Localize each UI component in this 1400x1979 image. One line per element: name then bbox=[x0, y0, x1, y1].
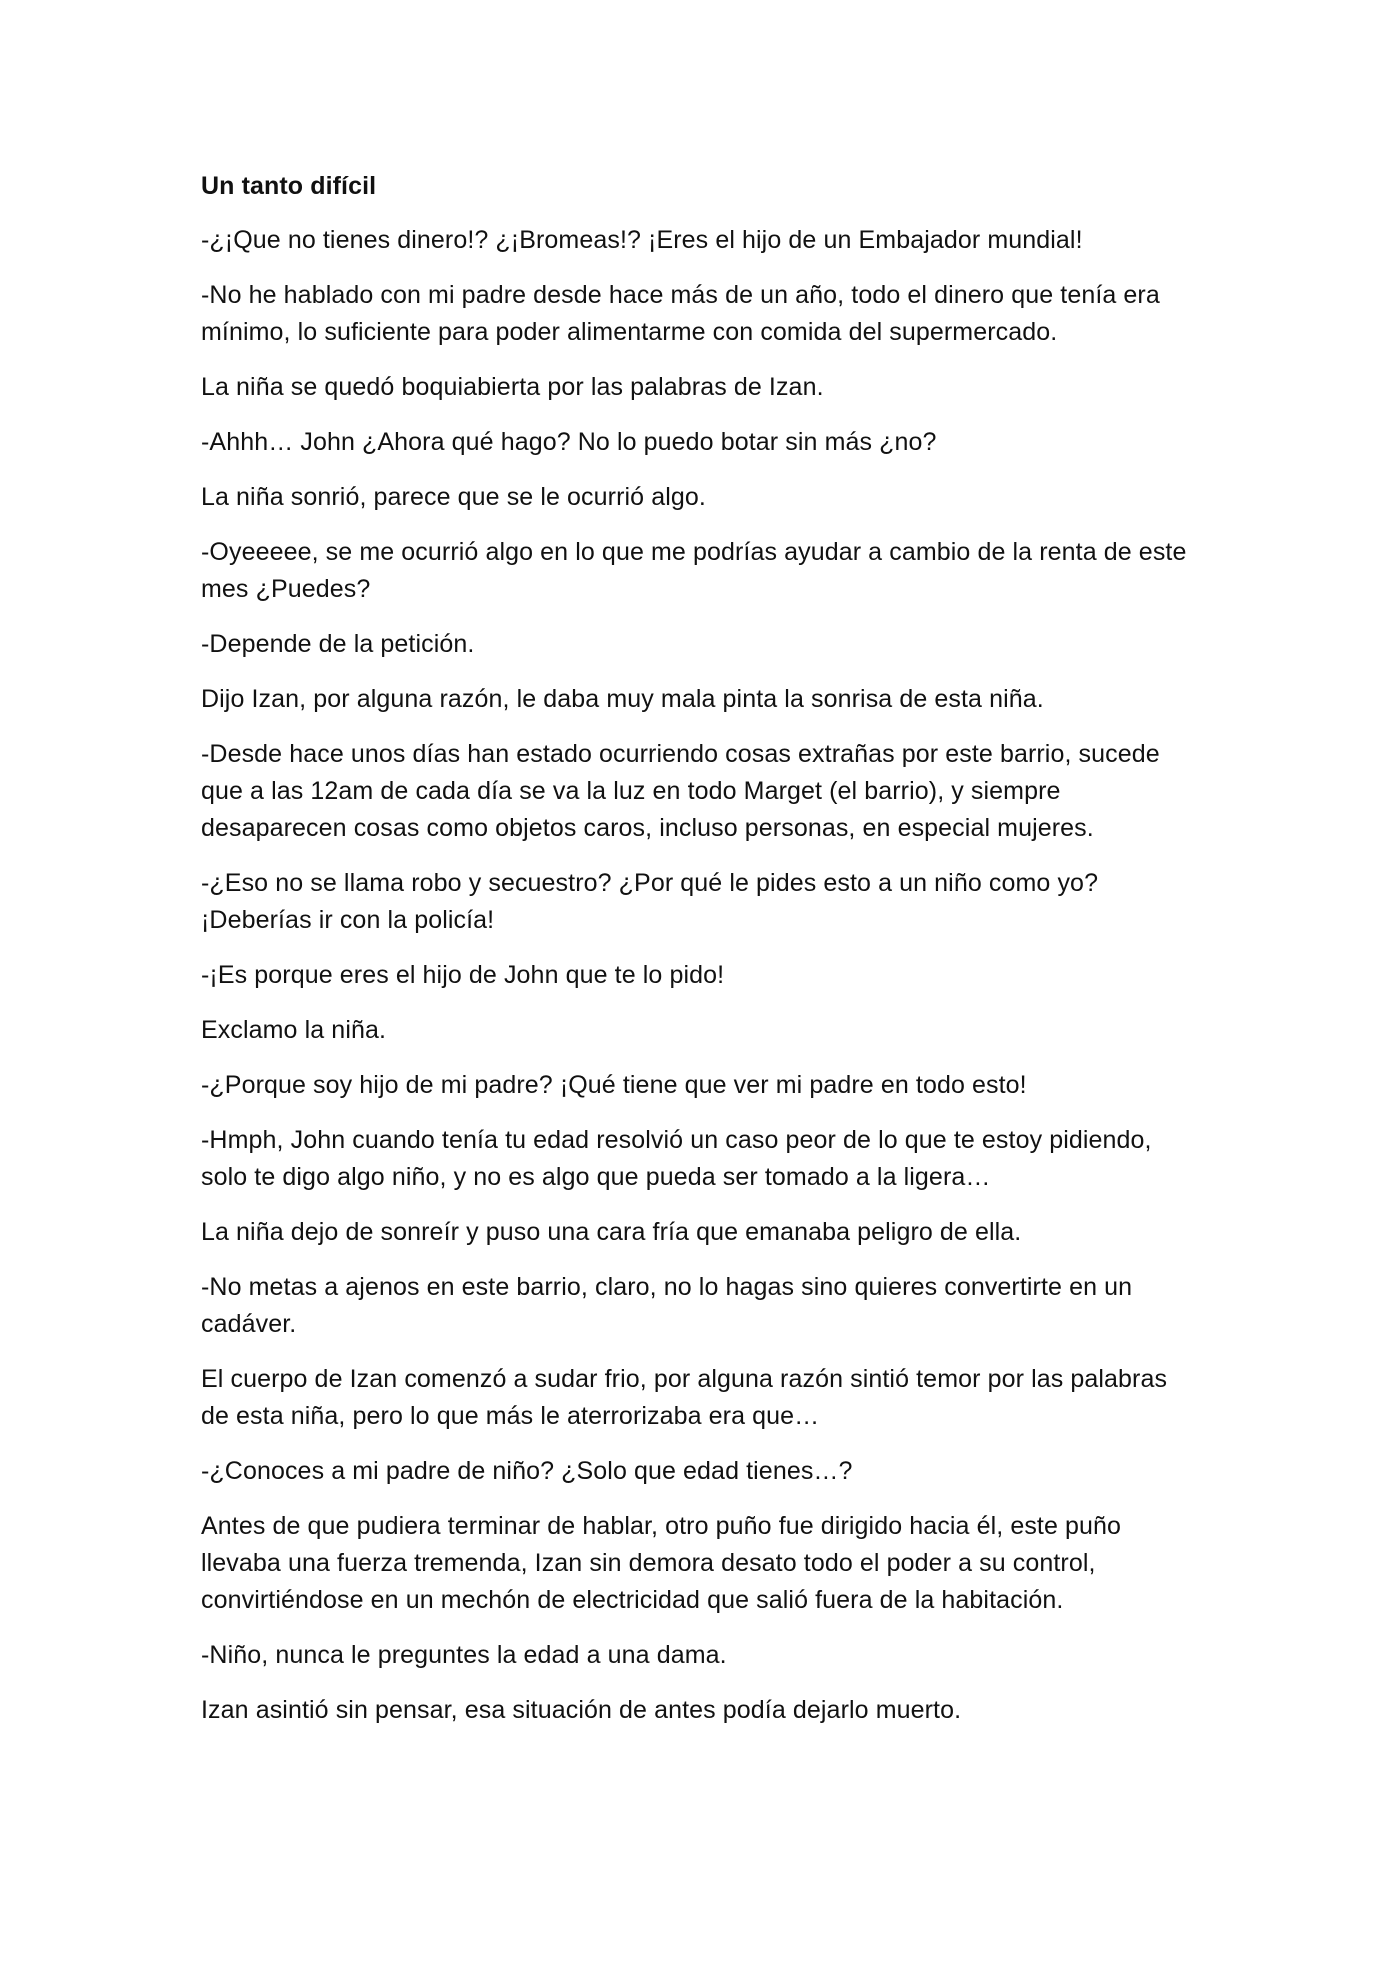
paragraph-line: -Ahhh… John ¿Ahora qué hago? No lo puedo botar sin más ¿no? bbox=[201, 428, 937, 456]
paragraph bbox=[201, 277, 1211, 351]
paragraph bbox=[201, 1012, 1211, 1049]
paragraph-line: -No metas a ajenos en este barrio, claro, no lo hagas sino quieres convertirte en un bbox=[201, 1273, 1133, 1301]
paragraph bbox=[201, 1453, 1211, 1490]
paragraph bbox=[201, 369, 1211, 406]
paragraph-line: solo te digo algo niño, y no es algo que pueda ser tomado a la ligera… bbox=[201, 1163, 991, 1191]
document-body bbox=[201, 168, 1211, 1747]
paragraph-list bbox=[201, 222, 1211, 1729]
paragraph bbox=[201, 1214, 1211, 1251]
paragraph-line: -Depende de la petición. bbox=[201, 630, 475, 658]
paragraph-line: desaparecen cosas como objetos caros, incluso personas, en especial mujeres. bbox=[201, 814, 1094, 842]
document-title: Un tanto difícil bbox=[201, 172, 377, 200]
paragraph-line: -¿¡Que no tienes dinero!? ¿¡Bromeas!? ¡Eres el hijo de un Embajador mundial! bbox=[201, 226, 1083, 254]
paragraph-line: -Hmph, John cuando tenía tu edad resolvió un caso peor de lo que te estoy pidiendo, bbox=[201, 1126, 1152, 1154]
paragraph-line: -Niño, nunca le preguntes la edad a una dama. bbox=[201, 1641, 727, 1669]
paragraph-line: -Oyeeeee, se me ocurrió algo en lo que me podrías ayudar a cambio de la renta de este bbox=[201, 538, 1187, 566]
paragraph-line: -No he hablado con mi padre desde hace más de un año, todo el dinero que tenía era bbox=[201, 281, 1160, 309]
paragraph bbox=[201, 626, 1211, 663]
paragraph bbox=[201, 479, 1211, 516]
paragraph-line: La niña se quedó boquiabierta por las palabras de Izan. bbox=[201, 373, 824, 401]
paragraph bbox=[201, 865, 1211, 939]
paragraph-line: llevaba una fuerza tremenda, Izan sin demora desato todo el poder a su control, bbox=[201, 1549, 1096, 1577]
paragraph-line: El cuerpo de Izan comenzó a sudar frio, por alguna razón sintió temor por las palabras bbox=[201, 1365, 1168, 1393]
paragraph-line: -Desde hace unos días han estado ocurriendo cosas extrañas por este barrio, sucede bbox=[201, 740, 1160, 768]
paragraph-line: convirtiéndose en un mechón de electricidad que salió fuera de la habitación. bbox=[201, 1586, 1064, 1614]
paragraph bbox=[201, 1361, 1211, 1435]
paragraph bbox=[201, 222, 1211, 259]
paragraph-line: Dijo Izan, por alguna razón, le daba muy mala pinta la sonrisa de esta niña. bbox=[201, 685, 1044, 713]
paragraph-line: Izan asintió sin pensar, esa situación de antes podía dejarlo muerto. bbox=[201, 1696, 962, 1724]
paragraph-line: -¿Eso no se llama robo y secuestro? ¿Por qué le pides esto a un niño como yo? bbox=[201, 869, 1099, 897]
paragraph bbox=[201, 1692, 1211, 1729]
paragraph-line: -¡Es porque eres el hijo de John que te lo pido! bbox=[201, 961, 725, 989]
paragraph-line: que a las 12am de cada día se va la luz en todo Marget (el barrio), y siempre bbox=[201, 777, 1061, 805]
paragraph bbox=[201, 1508, 1211, 1619]
paragraph-line: mínimo, lo suficiente para poder alimentarme con comida del supermercado. bbox=[201, 318, 1058, 346]
paragraph bbox=[201, 1637, 1211, 1674]
paragraph-line: Antes de que pudiera terminar de hablar, otro puño fue dirigido hacia él, este puño bbox=[201, 1512, 1122, 1540]
paragraph-line: de esta niña, pero lo que más le aterrorizaba era que… bbox=[201, 1402, 820, 1430]
paragraph-line: ¡Deberías ir con la policía! bbox=[201, 906, 495, 934]
paragraph bbox=[201, 1067, 1211, 1104]
paragraph-line: La niña sonrió, parece que se le ocurrió algo. bbox=[201, 483, 706, 511]
paragraph bbox=[201, 424, 1211, 461]
paragraph-line: Exclamo la niña. bbox=[201, 1016, 387, 1044]
paragraph-line: cadáver. bbox=[201, 1310, 297, 1338]
paragraph-line: La niña dejo de sonreír y puso una cara fría que emanaba peligro de ella. bbox=[201, 1218, 1022, 1246]
paragraph bbox=[201, 957, 1211, 994]
paragraph bbox=[201, 534, 1211, 608]
paragraph-line: -¿Conoces a mi padre de niño? ¿Solo que edad tienes…? bbox=[201, 1457, 853, 1485]
paragraph bbox=[201, 736, 1211, 847]
paragraph-line: mes ¿Puedes? bbox=[201, 575, 371, 603]
paragraph bbox=[201, 1122, 1211, 1196]
paragraph bbox=[201, 681, 1211, 718]
paragraph bbox=[201, 1269, 1211, 1343]
paragraph-line: -¿Porque soy hijo de mi padre? ¡Qué tiene que ver mi padre en todo esto! bbox=[201, 1071, 1027, 1099]
